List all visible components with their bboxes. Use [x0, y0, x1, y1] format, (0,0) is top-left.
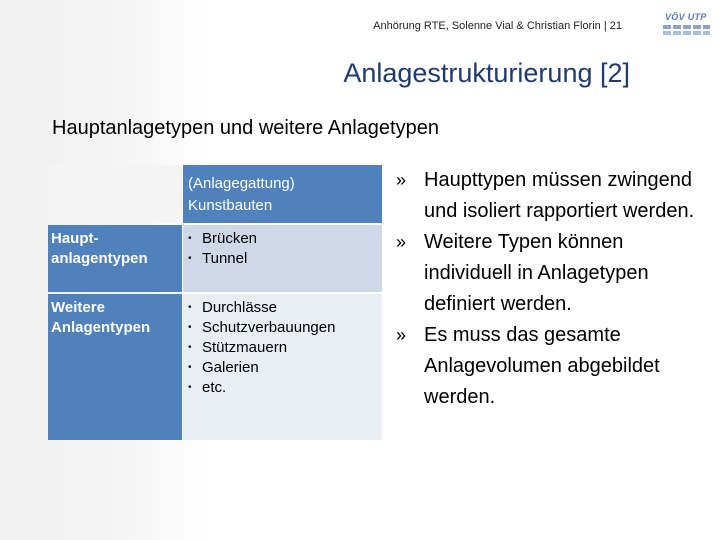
row-values-weitere-anlagentypen	[183, 294, 382, 440]
list-item: • Durchlässe	[183, 298, 382, 318]
row-label-line1: Haupt-	[51, 230, 99, 247]
key-point-text: Es muss das gesamte Anlagevolumen abgebildet werden.	[424, 324, 660, 408]
list-item: • Tunnel	[183, 249, 382, 269]
list-item: • Stützmauern	[183, 338, 382, 358]
key-point	[396, 165, 706, 227]
row-values-hauptanlagentypen	[183, 225, 382, 292]
row-label-line2: anlagentypen	[51, 250, 148, 267]
slide-title: Anlagestrukturierung [2]	[343, 58, 630, 88]
row-label-line2: Anlagentypen	[51, 319, 151, 336]
key-point-text: Haupttypen müssen zwingend und isoliert rapportiert werden.	[424, 169, 695, 222]
chevron-bullet-icon: »	[396, 232, 407, 252]
key-points-list	[396, 165, 706, 413]
row-label-hauptanlagentypen	[48, 225, 182, 292]
key-point	[396, 227, 706, 320]
row-label-weitere-anlagentypen	[48, 294, 182, 440]
list-item: • etc.	[183, 378, 382, 398]
slide-header-info: Anhörung RTE, Solenne Vial & Christian Florin | 21	[373, 20, 622, 32]
key-point-text: Weitere Typen können individuell in Anlagetypen definiert werden.	[424, 231, 649, 315]
list-item: • Brücken	[183, 229, 382, 249]
key-point	[396, 320, 706, 413]
chevron-bullet-icon: »	[396, 170, 407, 190]
asset-type-table	[48, 165, 382, 440]
table-corner-cell	[48, 165, 182, 223]
table-header-kunstbauten	[183, 165, 382, 223]
logo-text: VÖV UTP	[665, 12, 707, 22]
logo-grid-icon	[661, 12, 711, 38]
list-item: • Galerien	[183, 358, 382, 378]
list-item: • Schutzverbauungen	[183, 318, 382, 338]
chevron-bullet-icon: »	[396, 325, 407, 345]
voev-utp-logo	[661, 12, 711, 38]
table-header-line2: Kunstbauten	[188, 197, 273, 214]
row-label-line1: Weitere	[51, 299, 105, 316]
table-header-line1: (Anlagegattung)	[188, 175, 295, 192]
slide-subtitle: Hauptanlagetypen und weitere Anlagetypen	[52, 117, 439, 139]
